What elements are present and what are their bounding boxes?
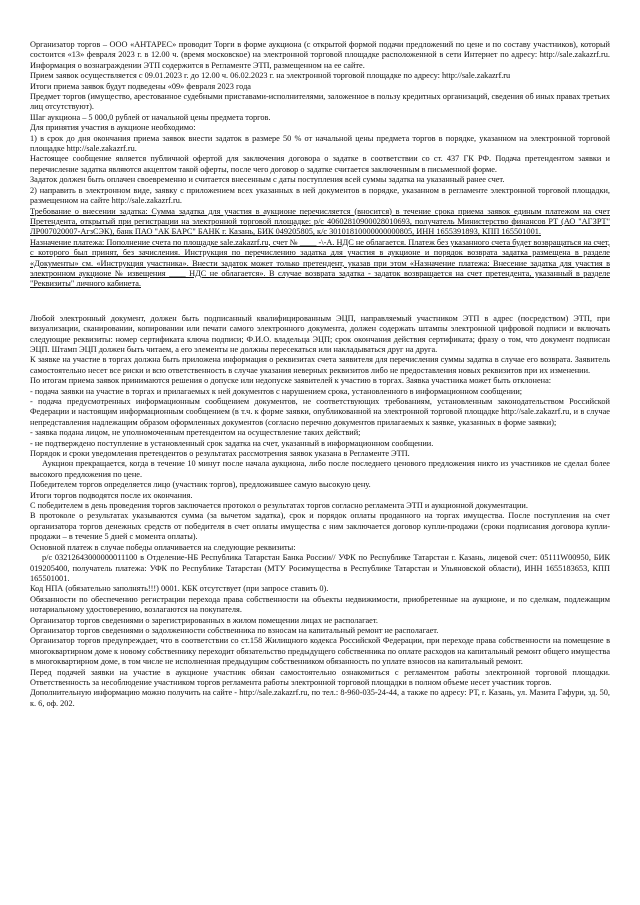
rejection-reason-2: - подача предусмотренных информационным сообщением документов, не соответствующих требованиям, установленным законодательством Российской Федерации и настоящим информационным сообщением (в т.ч. к форме заявки, опубликованной на электронной торговой площадке http://sale.zakazrf.ru, и в случае непредставления надлежащим образом оформленных документов (согласно перечню документов прилагаемых к заявке, указанных в форме заявки);	[30, 397, 610, 427]
refund-requisites-paragraph: К заявке на участие в торгах должна быть приложена информация о реквизитах счета заявителя для перечисления суммы задатка в случае его возврата. Заявитель самостоятельно несет все риски и всю ответственность в случае указания неверных реквизитов либо не предоставления новых реквизитов при их изменении.	[30, 355, 610, 375]
protocol-details-paragraph: В протоколе о результатах указываются сумма (за вычетом задатка), срок и порядок оплаты проданного на торгах имущества. После поступления на счет организатора торгов денежных средств от победителя в счет оплаты имущества с ним заключается договор купли-продажи (сроки подписания договора купли-продажи – в течение 5 дней с момента оплаты).	[30, 511, 610, 542]
subject-line: Предмет торгов (имущество, арестованное судебными приставами-исполнителями, заложенное в пользу кредитных организаций, сведения об иных правах третьих лиц отсутствуют).	[30, 92, 610, 112]
rejection-reason-3: - заявка подана лицом, не уполномоченным претендентом на осуществление таких действий;	[30, 428, 361, 438]
results-summary-line: Итоги торгов подводятся после их окончания.	[30, 490, 193, 500]
notification-order-line: Порядок и сроки уведомления претендентов о результатах рассмотрения заявок указана в Регламенте ЭТП.	[30, 449, 410, 459]
admission-decision-paragraph: По итогам приема заявок принимаются решения о допуске или недопуске заявителей к участию в торгах. Заявка участника может быть отклонена:	[30, 376, 552, 386]
digital-signature-paragraph: Любой электронный документ, должен быть подписанный квалифицированным ЭЦП, направляемый участником ЭТП в адрес (посредством) ЭТП, при визуализации, сканировании, копировании или печати самого электронного документа, должен содержать штампы электронной цифровой подписи и включать следующие реквизиты: номер сертификата ключа подписи; Ф.И.О. владельца ЭЦП; срок окончания действия сертификата; фразу о том, что документ подписан ЭЦП. Штамп ЭЦП должен быть читаем, а его элементы не должны пересекаться или накладываться друг на друга.	[30, 313, 610, 354]
section-gap	[30, 290, 610, 314]
organizer-paragraph: Организатор торгов – ООО «АНТАРЕС» проводит Торги в форме аукциона (с открытой формой подачи предложений по цене и по составу участников), который состоится «13» февраля 2023 г. в 12.00 ч. (время московское) на электронной торговой площадке расположенной в сети Интернет по адресу: http://sale.zakazrf.ru. Информация о вознаграждении ЭТП содержится в Регламенте ЭТП, размещенном на ее сайте.	[30, 40, 610, 70]
platform-rules-paragraph: Перед подачей заявки на участие в аукционе участник обязан самостоятельно ознакомиться с регламентом работы электронной торговой площадки. Ответственность за несоблюдение участником торгов регламента работы электронной торговой площадки в полном объеме несет участник торгов.	[30, 667, 610, 687]
capital-repair-debt-line: Организатор торгов сведениями о задолженности собственника по взносам на капитальный ремонт не располагает.	[30, 625, 439, 635]
deposit-timing-paragraph: Задаток должен быть оплачен своевременно и считается внесенным с даты поступления всей суммы задатка на указанный ранее счет.	[30, 175, 505, 185]
protocol-line: С победителем в день проведения торгов заключается протокол о результатах торгов согласно регламента ЭТП и аукционной документации.	[30, 501, 528, 511]
deposit-requisites-section	[30, 207, 610, 290]
payment-purpose-paragraph: Назначение платежа: Пополнение счета по площадке sale.zakazrf.ru, счет № ____ -\-А. НДС не облагается. Платеж без указанного счета будет возвращаться на счет, с которого был принят, без зачисления. Инструкция по перечислению задатка для участия в аукционе и порядок возврата задатка размещена в разделе «Документы» см. «Инструкция участника». Внести задаток может только претендент, указав при этом «Назначение платежа: Внесение задатка для участия в электронном аукционе № извещения ____ НДС не облагается». В случае возврата задатка - задаток возвращается на счет претендента, указанный в разделе "Реквизиты" личного кабинета.	[30, 237, 610, 289]
auction-end-paragraph: Аукцион прекращается, когда в течение 10 минут после начала аукциона, либо после последнего ценового предложения никто из участников не сделал более высокого предложения по цене.	[30, 459, 610, 479]
rules-section	[30, 314, 610, 709]
requirements-heading: Для принятия участия в аукционе необходимо:	[30, 123, 196, 133]
registration-obligations-paragraph: Обязанности по обеспечению регистрации перехода права собственности на объекты недвижимости, приобретенные на аукционе, и по сделкам, подлежащим нотариальному удостоверению, возлагаются на покупателя.	[30, 594, 610, 615]
application-period-line: Прием заявок осуществляется с 09.01.2023 г. до 12.00 ч. 06.02.2023 г. на электронной торговой площадке по адресу: http://sale.zakazrf.ru	[30, 71, 511, 81]
winner-definition-line: Победителем торгов определяется лицо (участник торгов), предложившее самую высокую цену.	[30, 480, 371, 490]
main-payment-heading: Основной платеж в случае победы оплачивается на следующие реквизиты:	[30, 542, 296, 552]
requirement-application: 2) направить в электронном виде, заявку с приложением всех указанных в ней документов в порядке, указанном в регламенте электронной торговой площадки, размещенном на сайте http://sale.zakazrf.ru.	[30, 185, 610, 206]
rejection-reason-1: - подача заявки на участие в торгах и прилагаемых к ней документов с нарушением срока, установленного в информационном сообщении;	[30, 386, 523, 396]
rejection-reason-4: - не подтверждено поступление в установленный срок задатка на счет, указанный в информационном сообщении.	[30, 438, 434, 448]
public-offer-paragraph: Настоящее сообщение является публичной офертой для заключения договора о задатке в соответствии со ст. 437 ГК РФ. Подача претендентом заявки и перечисление задатка являются акцептом такой оферты, после чего договор о задатке считается заключенным в письменной форме.	[30, 154, 610, 174]
residents-info-line: Организатор торгов сведениями о зарегистрированных в жилом помещении лицах не располагает.	[30, 615, 378, 625]
requirement-deposit: 1) в срок до дня окончания приема заявок внести задаток в размере 50 % от начальной цены предмета торгов в порядке, указанном на электронной торговой площадке http://sale.zakazrf.ru.	[30, 133, 610, 154]
results-date-line: Итоги приема заявок будут подведены «09» февраля 2023 года	[30, 81, 251, 91]
npa-code-line: Код НПА (обязательно заполнять!!!) 0001. КБК отсутствует (при запросе ставить 0).	[30, 584, 329, 594]
auction-step-line: Шаг аукциона – 5 000,0 рублей от начальной цены предмета торгов.	[30, 112, 271, 122]
contact-info-paragraph: Дополнительную информацию можно получить на сайте - http://sale.zakazrf.ru, по тел.: 8-960-035-24-44, а также по адресу: РТ, г. Казань, ул. Мазита Гафури, зд. 50, к. 6, оф. 202.	[30, 688, 610, 708]
housing-code-warning-paragraph: Организатор торгов предупреждает, что в соответствии со ст.158 Жилищного кодекса Российской Федерации, при переходе права собственности на помещение в многоквартирном доме к новому собственнику переходит обязательство предыдущего собственника по оплате расходов на капитальный ремонт общего имущества в многоквартирном доме, в том числе не исполненная предыдущим собственником обязанность по уплате взносов на капитальный ремонт.	[30, 636, 610, 667]
deposit-requirement-paragraph: Требование о внесении задатка: Сумма задатка для участия в аукционе перечисляется (вносится) в течение срока приема заявок единым платежом на счет Претендента, открытый при регистрации на электронной торговой площадке: р/с 40602810900028010693, получатель Министерство финансов РТ (АО "АГЗРТ" ЛР007020007-АгзСЭК), банк ПАО "АК БАРС" БАНК г. Казань, БИК 049205805, к/с 30101810000000000805, ИНН 1655391893, КПП 165501001.	[30, 206, 610, 237]
main-payment-requisites: р/с 03212643000000011100 в Отделение-НБ Республика Татарстан Банка России// УФК по Республике Татарстан г. Казань, лицевой счет: 05111W00950, БИК 019205400, получатель платежа: УФК по Республике Татарстан (МТУ Росимущества в Республике Татарстан и Ульяновской области), ИНН 1655183653, КПП 165501001.	[30, 553, 610, 583]
auction-terms-section	[30, 40, 610, 207]
